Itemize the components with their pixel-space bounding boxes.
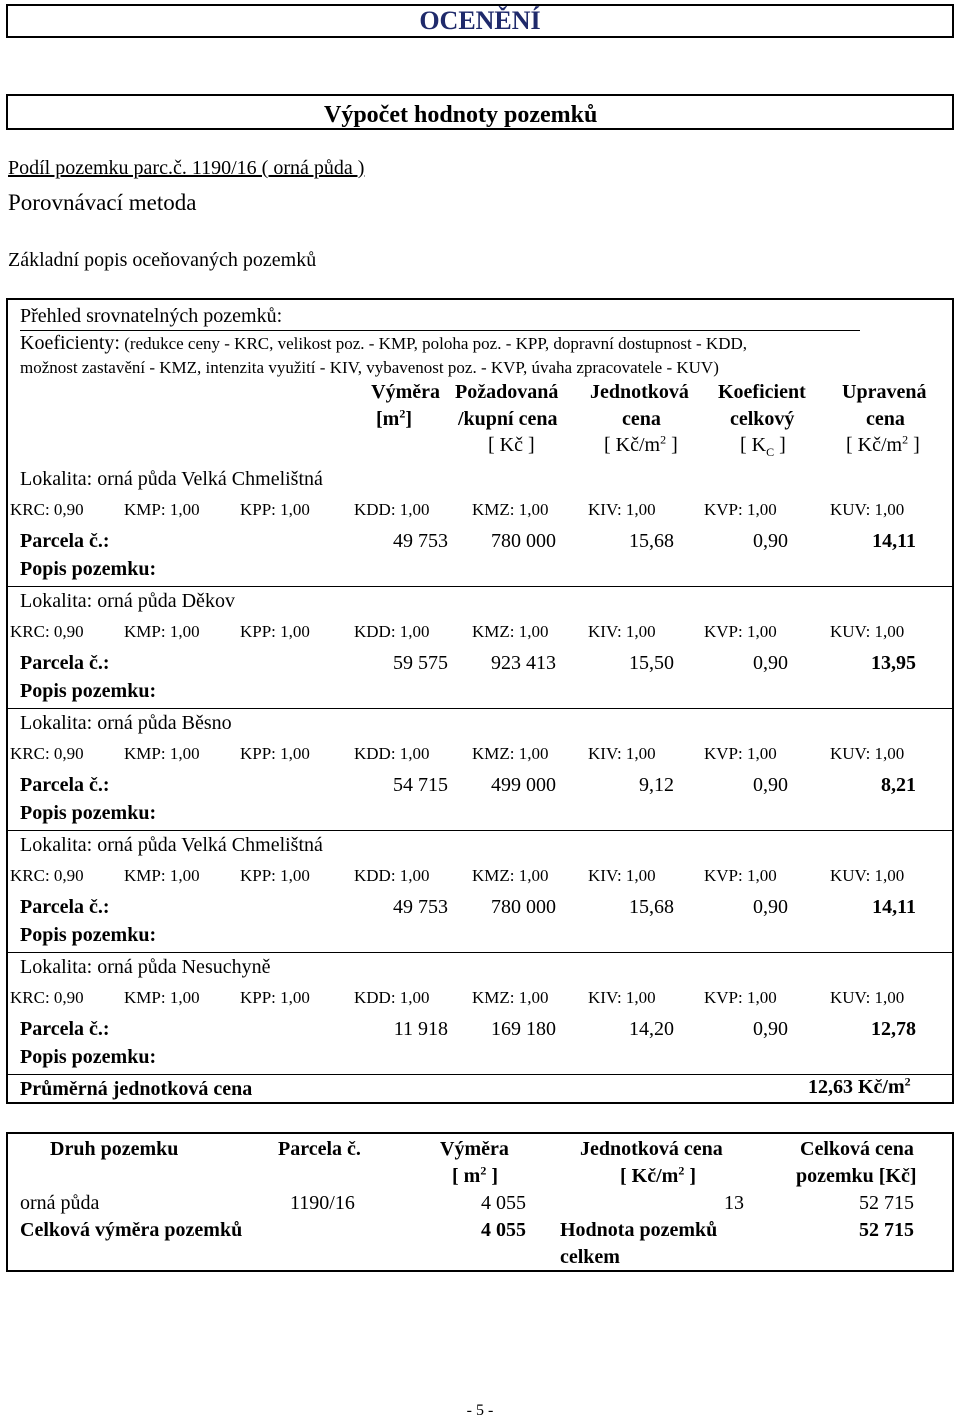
coef-value: KIV: 1,00 [588, 744, 656, 763]
description-label: Popis pozemku: [20, 680, 157, 702]
coef-value: KVP: 1,00 [704, 744, 777, 763]
col-unit-unit-post: ] [666, 434, 678, 456]
method-title: Porovnávací metoda [8, 190, 197, 215]
coef-value: KVP: 1,00 [704, 500, 777, 519]
col-unit-unit [604, 434, 678, 457]
summary-head-unit-2 [620, 1165, 696, 1188]
area-value: 11 918 [393, 1018, 448, 1040]
summary-total-label: Celková výměra pozemků [20, 1219, 243, 1241]
col-price-1: Požadovaná [455, 381, 559, 403]
adjusted-price-value: 12,78 [871, 1018, 916, 1040]
price-value: 169 180 [491, 1018, 556, 1040]
coef-row [0, 622, 960, 642]
coef-value: KVP: 1,00 [704, 622, 777, 641]
locality-line [20, 712, 232, 735]
summary-total-area: 4 055 [481, 1219, 526, 1241]
coef-value: KUV: 1,00 [830, 500, 905, 519]
parcel-label: Parcela č.: [20, 530, 110, 552]
coef-value: KRC: 0,90 [10, 988, 84, 1007]
col-coef-1: Koeficient [718, 381, 806, 403]
summary-row-total: 52 715 [859, 1192, 914, 1214]
coef-row [0, 500, 960, 520]
col-adj-2: cena [866, 408, 905, 430]
col-area-unit-pre: [m [376, 408, 400, 430]
adjusted-price-value: 14,11 [872, 530, 916, 552]
col-coef-unit-pre: [ K [740, 434, 767, 456]
adjusted-price-value: 14,11 [872, 896, 916, 918]
block-divider [6, 1074, 954, 1075]
col-price-unit: [ Kč ] [488, 434, 535, 456]
summary-head-area-2 [452, 1165, 498, 1188]
coef-value: KPP: 1,00 [240, 988, 310, 1007]
coef-value: KMP: 1,00 [124, 988, 200, 1007]
parcel-label: Parcela č.: [20, 774, 110, 796]
area-value: 49 753 [393, 896, 448, 918]
col-adj-unit-sup: 2 [902, 432, 909, 447]
page-number: - 5 - [466, 1402, 494, 1419]
coef-total-value: 0,90 [753, 652, 788, 674]
block-divider [6, 952, 954, 953]
average-value-pre: 12,63 Kč/m [808, 1076, 905, 1098]
locality-line [20, 468, 323, 491]
coef-label: Koeficienty: [20, 332, 120, 354]
coef-value: KMP: 1,00 [124, 744, 200, 763]
coef-value: KDD: 1,00 [354, 744, 430, 763]
coef-value: KRC: 0,90 [10, 744, 84, 763]
coef-value: KIV: 1,00 [588, 866, 656, 885]
locality-line [20, 834, 323, 857]
overview-rule [20, 330, 860, 331]
parcel-label: Parcela č.: [20, 652, 110, 674]
coef-value: KMZ: 1,00 [472, 622, 549, 641]
summary-head-parcel: Parcela č. [278, 1138, 361, 1160]
price-value: 780 000 [491, 530, 556, 552]
col-unit-1: Jednotková [590, 381, 689, 403]
col-area-unit [376, 408, 412, 431]
average-value [808, 1076, 911, 1099]
block-divider [6, 830, 954, 831]
coef-total-value: 0,90 [753, 530, 788, 552]
coef-value: KPP: 1,00 [240, 866, 310, 885]
coef-value: KDD: 1,00 [354, 866, 430, 885]
coef-value: KVP: 1,00 [704, 988, 777, 1007]
coef-value: KMP: 1,00 [124, 866, 200, 885]
price-value: 499 000 [491, 774, 556, 796]
block-divider [6, 708, 954, 709]
coef-value: KIV: 1,00 [588, 988, 656, 1007]
col-area-unit-sup: 2 [399, 406, 406, 421]
summary-head-area-1: Výměra [440, 1138, 509, 1160]
overview-title: Přehled srovnatelných pozemků: [20, 305, 283, 327]
coef-value: KPP: 1,00 [240, 622, 310, 641]
col-coef-unit-post: ] [774, 434, 786, 456]
coef-value: KMP: 1,00 [124, 500, 200, 519]
summary-head-area-2-sup: 2 [480, 1163, 487, 1178]
col-unit-unit-pre: [ Kč/m [604, 434, 661, 456]
block-divider [6, 586, 954, 587]
summary-head-unit-2-pre: [ Kč/m [620, 1165, 679, 1187]
summary-row-parcel: 1190/16 [290, 1192, 355, 1214]
col-unit-2: cena [622, 408, 661, 430]
coef-legend-2: možnost zastavění - KMZ, intenzita využití - KIV, vybavenost poz. - KVP, úvaha zpracovatele - KUV) [20, 358, 719, 377]
locality-label: Lokalita: [20, 590, 93, 612]
locality-label: Lokalita: [20, 834, 93, 856]
summary-row-type: orná půda [20, 1192, 100, 1214]
coef-value: KRC: 0,90 [10, 866, 84, 885]
coef-value: KPP: 1,00 [240, 744, 310, 763]
summary-head-total-2: pozemku [Kč] [796, 1165, 917, 1187]
coef-value: KRC: 0,90 [10, 622, 84, 641]
coef-text-1: (redukce ceny - KRC, velikost poz. - KMP, poloha poz. - KPP, dopravní dostupnost - KDD, [124, 334, 748, 353]
price-value: 923 413 [491, 652, 556, 674]
col-price-2: /kupní cena [458, 408, 558, 430]
coef-value: KVP: 1,00 [704, 866, 777, 885]
area-value: 54 715 [393, 774, 448, 796]
adjusted-price-value: 13,95 [871, 652, 916, 674]
coef-value: KPP: 1,00 [240, 500, 310, 519]
locality-line [20, 956, 270, 979]
coef-value: KUV: 1,00 [830, 744, 905, 763]
col-coef-2: celkový [730, 408, 795, 430]
col-adj-unit-pre: [ Kč/m [846, 434, 903, 456]
summary-head-unit-2-post: ] [684, 1165, 696, 1187]
summary-head-unit-2-sup: 2 [678, 1163, 685, 1178]
unit-price-value: 15,68 [629, 896, 674, 918]
coef-value: KUV: 1,00 [830, 988, 905, 1007]
col-adj-unit-post: ] [908, 434, 920, 456]
coef-value: KDD: 1,00 [354, 622, 430, 641]
average-label: Průměrná jednotková cena [20, 1078, 253, 1100]
col-adj-unit [846, 434, 920, 457]
unit-price-value: 9,12 [639, 774, 674, 796]
coef-value: KDD: 1,00 [354, 500, 430, 519]
description-label: Popis pozemku: [20, 924, 157, 946]
page-title: OCENĚNÍ [419, 6, 541, 35]
coef-value: KDD: 1,00 [354, 988, 430, 1007]
locality-label: Lokalita: [20, 956, 93, 978]
coef-row [0, 988, 960, 1008]
col-area-unit-post: ] [405, 408, 412, 430]
summary-head-area-2-post: ] [486, 1165, 498, 1187]
summary-head-unit-1: Jednotková cena [580, 1138, 723, 1160]
summary-head-total-1: Celková cena [800, 1138, 914, 1160]
area-value: 49 753 [393, 530, 448, 552]
col-adj-1: Upravená [842, 381, 927, 403]
locality-name: orná půda Běsno [97, 712, 232, 734]
summary-value-label-2: celkem [560, 1246, 620, 1268]
coef-total-value: 0,90 [753, 774, 788, 796]
locality-label: Lokalita: [20, 712, 93, 734]
coef-value: KMZ: 1,00 [472, 744, 549, 763]
coef-value: KUV: 1,00 [830, 622, 905, 641]
summary-value-label-1: Hodnota pozemků [560, 1219, 718, 1241]
coef-row [0, 744, 960, 764]
adjusted-price-value: 8,21 [881, 774, 916, 796]
parcel-label: Parcela č.: [20, 896, 110, 918]
locality-name: orná půda Děkov [97, 590, 235, 612]
locality-name: orná půda Nesuchyně [97, 956, 271, 978]
section-title: Výpočet hodnoty pozemků [324, 102, 598, 128]
col-coef-unit [740, 434, 786, 457]
average-value-sup: 2 [904, 1074, 911, 1089]
parcel-label: Parcela č.: [20, 1018, 110, 1040]
coef-value: KMZ: 1,00 [472, 866, 549, 885]
locality-line [20, 590, 235, 613]
coef-total-value: 0,90 [753, 896, 788, 918]
summary-row-unit: 13 [724, 1192, 744, 1214]
locality-name: orná půda Velká Chmelištná [97, 468, 323, 490]
parcel-subtitle: Podíl pozemku parc.č. 1190/16 ( orná půda ) [8, 157, 365, 179]
coef-value: KRC: 0,90 [10, 500, 84, 519]
unit-price-value: 15,50 [629, 652, 674, 674]
price-value: 780 000 [491, 896, 556, 918]
area-value: 59 575 [393, 652, 448, 674]
coef-legend-1 [20, 332, 747, 355]
description-label: Popis pozemku: [20, 802, 157, 824]
col-unit-unit-sup: 2 [660, 432, 667, 447]
coef-value: KIV: 1,00 [588, 500, 656, 519]
summary-row-area: 4 055 [481, 1192, 526, 1214]
coef-value: KMZ: 1,00 [472, 500, 549, 519]
col-coef-unit-sub: C [766, 445, 775, 459]
summary-total-value: 52 715 [859, 1219, 914, 1241]
coef-value: KMZ: 1,00 [472, 988, 549, 1007]
unit-price-value: 14,20 [629, 1018, 674, 1040]
col-area: Výměra [371, 381, 440, 403]
coef-value: KUV: 1,00 [830, 866, 905, 885]
coef-row [0, 866, 960, 886]
summary-head-area-2-pre: [ m [452, 1165, 481, 1187]
description-label: Popis pozemku: [20, 1046, 157, 1068]
coef-total-value: 0,90 [753, 1018, 788, 1040]
locality-label: Lokalita: [20, 468, 93, 490]
summary-head-type: Druh pozemku [50, 1138, 179, 1160]
coef-value: KIV: 1,00 [588, 622, 656, 641]
coef-value: KMP: 1,00 [124, 622, 200, 641]
basic-description: Základní popis oceňovaných pozemků [8, 249, 317, 271]
locality-name: orná půda Velká Chmelištná [97, 834, 323, 856]
description-label: Popis pozemku: [20, 558, 157, 580]
unit-price-value: 15,68 [629, 530, 674, 552]
